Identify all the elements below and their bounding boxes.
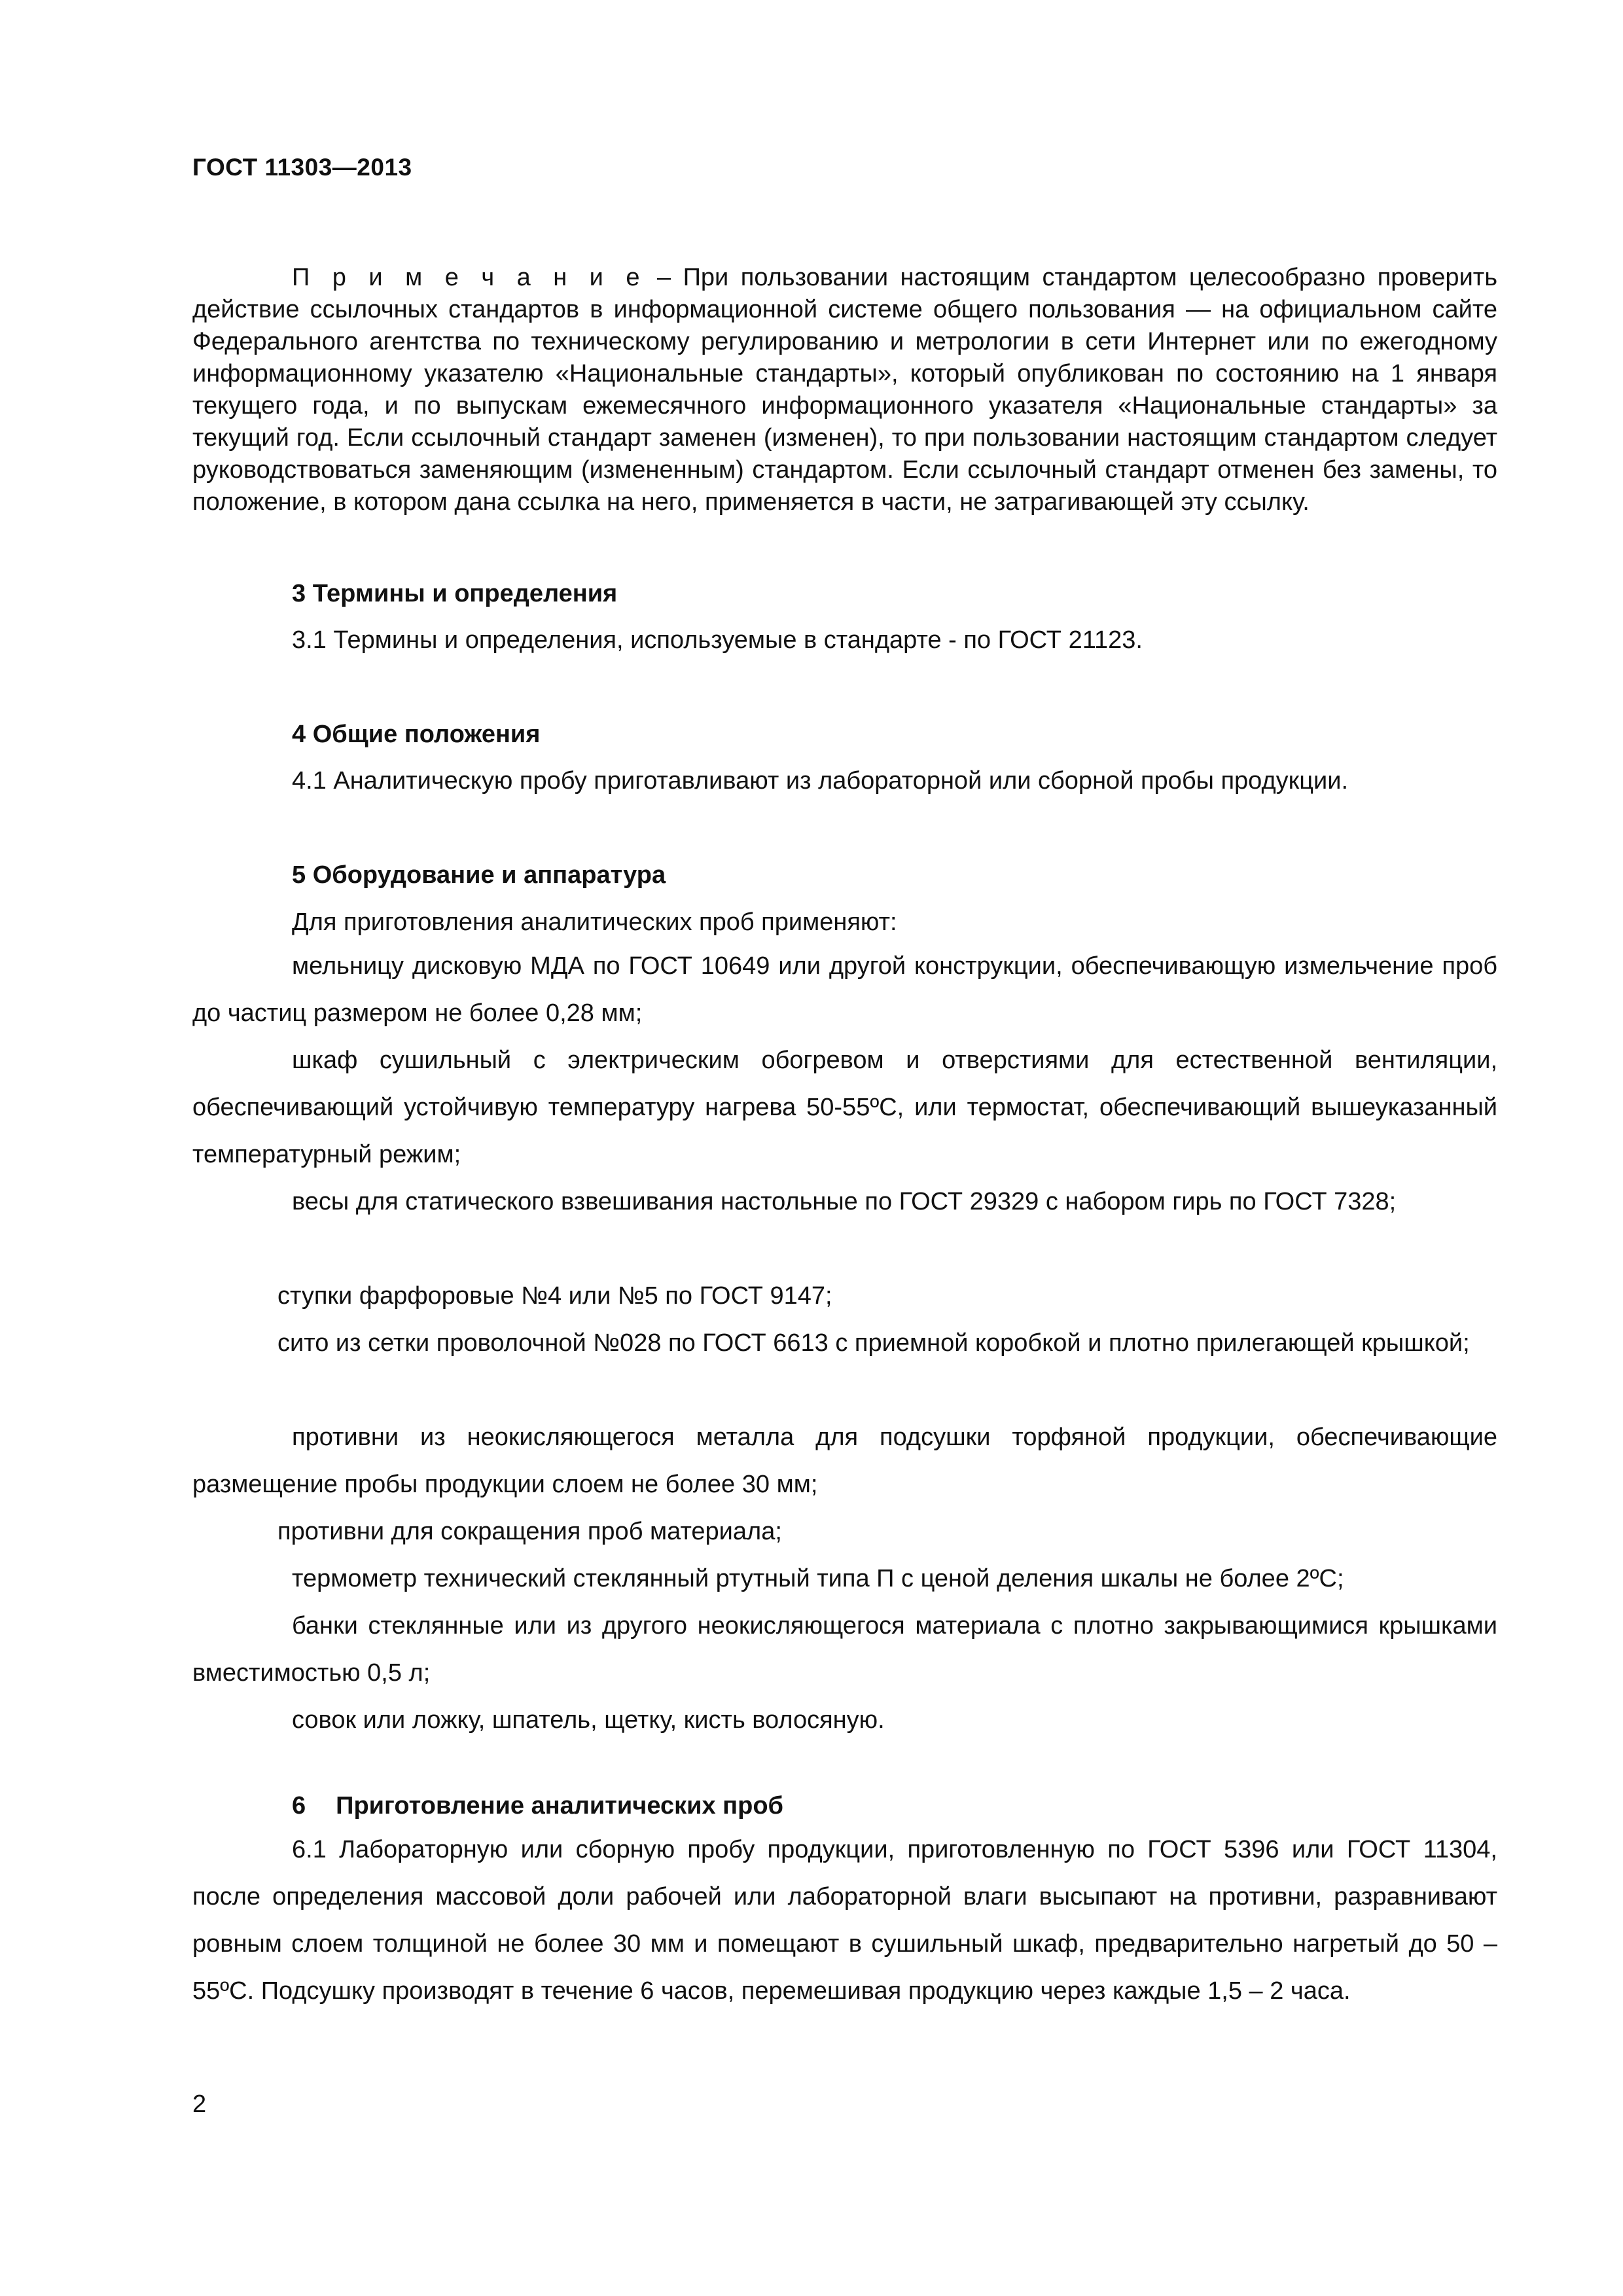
equipment-item-scales: весы для статического взвешивания настольные по ГОСТ 29329 с набором гирь по ГОСТ 7328; bbox=[292, 1188, 1397, 1215]
section-3-heading: 3 Термины и определения bbox=[292, 580, 618, 607]
note-text: – При пользовании настоящим стандартом целесообразно проверить действие ссылочных стандартов в информационной системе общего пользования — на официальном сайте Федерального агентства по техническому регулированию и метрологии в сети Интернет или по ежегодному информационному указателю «Национальные стандарты», который опубликован по состоянию на 1 января текущего года, и по выпускам ежемесячного информационного указателя «Национальные стандарты» за текущий год. Если ссылочный стандарт заменен (изменен), то при пользовании настоящим стандартом следует руководствоваться заменяющим (измененным) стандартом. Если ссылочный стандарт отменен без замены, то положение, в котором дана ссылка на него, применяется в части, не затрагивающей эту ссылку. bbox=[192, 264, 1497, 516]
equipment-item-jars: банки стеклянные или из другого неокисляющегося материала с плотно закрывающимися крышками вместимостью 0,5 л; bbox=[192, 1612, 1497, 1687]
section-4-paragraph-1: 4.1 Аналитическую пробу приготавливают из лабораторной или сборной пробы продукции. bbox=[292, 767, 1349, 795]
equipment-item-tools: совок или ложку, шпатель, щетку, кисть волосяную. bbox=[292, 1706, 885, 1734]
section-3-paragraph-1: 3.1 Термины и определения, используемые в стандарте - по ГОСТ 21123. bbox=[292, 626, 1143, 654]
section-4-heading: 4 Общие положения bbox=[292, 721, 541, 748]
equipment-item-trays-drying: противни из неокисляющегося металла для подсушки торфяной продукции, обеспечивающие размещение пробы продукции слоем не более 30 мм; bbox=[192, 1424, 1497, 1498]
page-header: ГОСТ 11303—2013 bbox=[192, 154, 412, 181]
equipment-item-mortars: ступки фарфоровые №4 или №5 по ГОСТ 9147; bbox=[277, 1282, 832, 1310]
section-6-heading-number: 6 bbox=[292, 1792, 306, 1820]
equipment-item-sieve: сито из сетки проволочной №028 по ГОСТ 6613 с приемной коробкой и плотно прилегающей крышкой; bbox=[277, 1329, 1470, 1357]
equipment-item-mill: мельницу дисковую МДА по ГОСТ 10649 или другой конструкции, обеспечивающую измельчение проб до частиц размером не более 0,28 мм; bbox=[192, 952, 1497, 1027]
section-6-paragraph-1: 6.1 Лабораторную или сборную пробу продукции, приготовленную по ГОСТ 5396 или ГОСТ 11304, после определения массовой доли рабочей или лабораторной влаги высыпают на противни, разравнивают ровным слоем толщиной не более 30 мм и помещают в сушильный шкаф, предварительно нагретый до 50 – 55ºС. Подсушку производят в течение 6 часов, перемешивая продукцию через каждые 1,5 – 2 часа. bbox=[192, 1836, 1497, 2005]
note-paragraph bbox=[192, 262, 1497, 518]
section-6-heading-text: Приготовление аналитических проб bbox=[336, 1792, 784, 1820]
equipment-item-drying-cabinet: шкаф сушильный с электрическим обогревом и отверстиями для естественной вентиляции, обеспечивающий устойчивую температуру нагрева 50-55ºС, или термостат, обеспечивающий вышеуказанный температурный режим; bbox=[192, 1047, 1497, 1168]
section-6-heading bbox=[292, 1792, 783, 1820]
page-number: 2 bbox=[192, 2090, 207, 2118]
equipment-item-thermometer: термометр технический стеклянный ртутный типа П с ценой деления шкалы не более 2ºС; bbox=[292, 1565, 1344, 1592]
note-label: П р и м е ч а н и е bbox=[292, 264, 645, 291]
equipment-item-trays-reduction: противни для сокращения проб материала; bbox=[277, 1518, 782, 1545]
section-5-intro: Для приготовления аналитических проб применяют: bbox=[292, 908, 897, 936]
section-5-heading: 5 Оборудование и аппаратура bbox=[292, 861, 666, 889]
